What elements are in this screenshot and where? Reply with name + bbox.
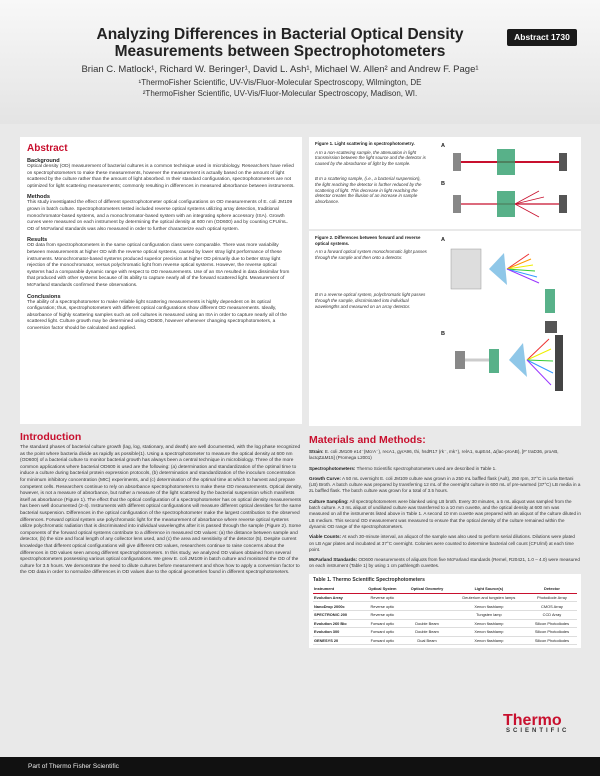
table-cell: Forward optic bbox=[362, 636, 404, 645]
methods-spectrophotometers: Spectrophotometers: Thermo Scientific spectrophotometers used are described in Table 1. bbox=[309, 465, 497, 471]
table-header-cell: Light Source(s) bbox=[451, 585, 527, 594]
table-cell: Tungsten lamp bbox=[451, 610, 527, 619]
figure-1-caption-b: B In a scattering sample, (i.e., a bacterial suspension), the light reaching the detector is further reduced by the scattering of light. This decrease in light reaching the detector creates the illusion of an increase in sample absorbance. bbox=[315, 176, 422, 204]
table-row bbox=[313, 628, 577, 637]
figure-1-title: Figure 1. Light scattering in spectrophotometry. bbox=[315, 141, 415, 146]
figure-2b-diagram bbox=[455, 335, 563, 391]
authors: Brian C. Matlock¹, Richard W. Beringer¹, David L. Ash¹, Michael W. Allen² and Andrew F. Page¹ bbox=[81, 64, 479, 75]
table-row bbox=[313, 602, 577, 611]
table-cell: Evolution Array bbox=[313, 593, 362, 602]
figure-2a-diagram bbox=[451, 249, 557, 333]
methods-culture-sampling: Culture Sampling: All spectrophotometers were blanked using LB broth. Every 30 minutes, a 5 mL aliquot was sampled from the batch culture. A 3 mL aliquot of undiluted culture was transferred to a 10 mm cuvette, and the optical density at 600 nm was measured on all the instruments listed above in Table 1. A second 10 mm cuvette was prepared with an aliquot of the culture diluted in LB medium. This second OD measurement was measured to ensure that the optical density of the culture remained within the dynamic OD range of the spectrophotometers. bbox=[309, 498, 581, 529]
footer-text: Part of Thermo Fisher Scientific bbox=[28, 763, 119, 770]
figure-1-caption-a: A In a non-scattering sample, the attenuation in light transmission between the light source and the detector is caused by the absorbance of light by the sample. bbox=[315, 149, 426, 166]
affiliations bbox=[40, 77, 520, 99]
table-cell: Silicon Photodiodes bbox=[527, 636, 577, 645]
figure-1-label-b: B bbox=[441, 181, 445, 187]
table-header-cell: Instrument bbox=[313, 585, 362, 594]
table-header-row bbox=[313, 585, 577, 594]
table-cell: Forward optic bbox=[362, 619, 404, 628]
figure-1a-diagram bbox=[453, 149, 567, 175]
figure-1b-diagram bbox=[453, 191, 567, 217]
abstract-title: Abstract bbox=[27, 143, 68, 154]
table-cell: Evolution 300 bbox=[313, 628, 362, 637]
figure-1-label-a: A bbox=[441, 143, 445, 149]
table-cell: Double Beam bbox=[403, 619, 451, 628]
table-cell bbox=[403, 602, 451, 611]
table-header-cell: Optical Geometry bbox=[403, 585, 451, 594]
table-row bbox=[313, 636, 577, 645]
table-cell: Reverse optic bbox=[362, 602, 404, 611]
logo-sub-text: SCIENTIFIC bbox=[506, 728, 570, 734]
figure-2-title: Figure 2. Differences between forward and reverse optical systems. bbox=[315, 235, 421, 246]
abstract-box bbox=[20, 137, 302, 424]
table-cell bbox=[403, 593, 451, 602]
table-cell: Forward optic bbox=[362, 628, 404, 637]
table-1-title: Table 1. Thermo Scientific Spectrophotometers bbox=[313, 576, 425, 583]
table-cell: Silicon Photodiodes bbox=[527, 628, 577, 637]
results-text: OD data from spectrophotometers in the same optical configuration class were comparable. There was more variability between measurements at higher OD with the reverse optical systems, caused by lower stray light performance of these instruments. Monochromator-based systems produced superior precision at higher OD primarily due to better stray light rejection of the monochromator, versus polychromatic light from reverse optical systems. However, the reverse optical systems had a comparable dynamic range with respect to OD measurements. Use of an ISA resulted in data dissimilar from that produced with other systems because of its ability to capture nearly all of the forward scattered light. Measurement of McFarland standards confirmed these observations. bbox=[27, 243, 290, 288]
table-cell: Xenon flashlamp bbox=[451, 602, 527, 611]
table-cell: Reverse optic bbox=[362, 610, 404, 619]
methods-heading: Methods bbox=[27, 194, 50, 201]
table-row bbox=[313, 593, 577, 602]
table-cell: Xenon flashlamp bbox=[451, 628, 527, 637]
table-cell: Xenon flashlamp bbox=[451, 619, 527, 628]
table-header-cell: Detector bbox=[527, 585, 577, 594]
methods-title: Materials and Methods: bbox=[309, 434, 426, 446]
figure-2-label-b: B bbox=[441, 331, 445, 337]
table-cell: SPECTRONIC 200 bbox=[313, 610, 362, 619]
table-cell: CCD Array bbox=[527, 610, 577, 619]
figure-1-panel bbox=[309, 137, 581, 229]
table-row bbox=[313, 619, 577, 628]
title-line-1: Analyzing Differences in Bacterial Optical Density bbox=[96, 26, 464, 43]
results-heading: Results bbox=[27, 237, 48, 244]
background-text: Optical density (OD) measurement of bacterial cultures is a common technique used in microbiology. Researchers have relied on spectrophotometers to make these measurements, however the measurement is actually based on the amount of light scattered by the culture rather than the amount of light absorbed. In their standard configuration, spectrophotometers are not optimized for light scattering measurements; commonly resulting in differences in measured absorbance between instruments. bbox=[27, 164, 295, 189]
table-cell: NanoDrop 2000c bbox=[313, 602, 362, 611]
figure-2-panel bbox=[309, 231, 581, 426]
conclusions-text: The ability of a spectrophotometer to make reliable light scattering measurements is highly dependent on its optical configuration; thus, spectrophotometers with different optical configurations show different OD measurements. Ideally, absorbance of highly scattering samples such as cell cultures is measured using an ISA in order to capture nearly all of the scattered light. Culture growth may be determined using OD600, however whenever changing spectrophotometers, a conversion factor should be calculated and applied. bbox=[27, 299, 287, 331]
logo-main-text: Thermo bbox=[503, 712, 562, 729]
table-cell: Evolution 260 Bio bbox=[313, 619, 362, 628]
background-heading: Background bbox=[27, 158, 60, 164]
table-cell: Reverse optic bbox=[362, 593, 404, 602]
conclusions-heading: Conclusions bbox=[27, 293, 61, 300]
figure-2-label-a: A bbox=[441, 237, 445, 243]
table-1-box bbox=[309, 574, 581, 649]
left-column bbox=[20, 137, 302, 727]
right-column bbox=[309, 137, 581, 727]
table-cell: Silicon Photodiodes bbox=[527, 619, 577, 628]
figure-1-diagram bbox=[449, 145, 573, 227]
table-cell bbox=[403, 610, 451, 619]
table-cell: Deuterium and tungsten lamps bbox=[451, 593, 527, 602]
introduction-text: The standard phases of bacterial culture growth (lag, log, stationary, and death) are well documented, with the log phase recognized as the point where bacteria divide as rapidly as possible(1). Using a spectrophotometer to measure the optical density at 600 nm (OD600) of a bacterial culture to monitor bacterial growth has always been a central technique in microbiology. Three of the more common applications where bacterial OD600 is used are the following: (a) determination and standardization of the optimal time to induce a culture during bacterial protein expression protocols, (b) determination and standardization of the inoculum concentration for minimum inhibitory concentration (MIC) experiments, and (c) determination of the optimal time at which to harvest and prepare competent cells. Researchers continue to rely on absorbance spectrophotometers to make these OD measurements. Optical density, however, is not a measure of absorbance, but rather a measure of the light scattered by the bacterial suspension which manifests itself as absorbance (Figure 1). The effect that the optical configuration of a spectrophotometer has on optical density measurements has been well documented (2-4). Instruments with different optical configurations will measure different optical densities for the same bacterial suspension. Differences in the optical configuration of the spectrophotometer make the largest contribution to the observed differences. Forward optical system use polychromatic light for the measurement of absorbance where reverse optical systems utilize polychromatic radiation that is discriminated into individual wavelengths after it is passed through the sample (Figure 2). Some components of the forward optical systems contribute to a difference in measured OD values: (a) the distance between sample and detector, (b) the size and focal length of any collector lens used, and (c) the area and sensitivity of the detector (5). Despite current knowledge that different optical configurations will give different OD values, researchers continue to raise concerns about the differences in OD values seen among different spectrophotometers. In this study, we analyzed OD values obtained from several spectrophotometers possessing various optical configurations. We grew E. coli JM109 in batch culture and monitored the OD of the culture for 3.5 hours. We demonstrate the need to dilute cultures before measurement and show how to apply a conversion factor to the OD data in order to normalize differences in OD values due to the optical geometries found in different spectrophotometers. bbox=[20, 445, 302, 576]
methods-strain: Strain: E. coli JM109 e14⁻(McrA⁻), recA1, gyrA96, thi, hsdR17 (rk⁻, mk⁺), relA1, supE44, Δ(lac-proAB), [F' traD36, proAB, lacIqZΔM15] (Promega L2001) bbox=[309, 449, 559, 461]
methods-text: This study investigated the effect of different spectrophotometer optical configurations on OD measurements of E. coli JM109 grown in batch culture. Spectrophotometers tested included reverse optical systems utilizing array detection, traditional monochromator-based systems, and a monochromator-based system with an integrating sphere accessory (ISA). Growth curves were measured on each instrument by determining the optical density at 600 nm (OD600) and by counting CFU/mL. OD of McFarland standards was also measured in order to further characterize each optical system. bbox=[27, 200, 293, 232]
thermo-scientific-logo bbox=[503, 713, 583, 753]
table-1 bbox=[313, 585, 577, 646]
table-body bbox=[313, 593, 577, 645]
table-cell: CMOS Array bbox=[527, 602, 577, 611]
affiliation-2: ²ThermoFisher Scientific, UV-Vis/Fluor-Molecular Spectroscopy, Madison, WI. bbox=[142, 89, 418, 98]
table-cell: Double Beam bbox=[403, 628, 451, 637]
abstract-number-badge: Abstract 1730 bbox=[507, 29, 577, 46]
poster-header bbox=[0, 0, 600, 124]
table-header-cell: Optical System bbox=[362, 585, 404, 594]
table-cell: GENESYS 20 bbox=[313, 636, 362, 645]
figure-2-caption-a: A In a forward optical system monochromatic light passes through the sample and then onto a detector. bbox=[315, 249, 427, 260]
poster-title bbox=[60, 26, 500, 60]
methods-viable-counts: Viable Counts: At each 30-minute interval, an aliquot of the sample was also used to perform serial dilutions. Dilutions were plated on LB Agar plates and incubated at 37°C overnight. Colonies were counted to determine bacterial cell count (CFU/ml) at each time point. bbox=[309, 534, 575, 552]
title-line-2: Measurements between Spectrophotometers bbox=[114, 43, 446, 60]
table-cell: Dual Beam bbox=[403, 636, 451, 645]
figure-2-diagram bbox=[449, 239, 575, 423]
table-row bbox=[313, 610, 577, 619]
methods-mcfarland: McFarland Standards: OD600 measurements of aliquots from five McFarland standards (Remel, R20421, 1.0 – 4.0) were measured on each instrument (Table 1) by using 1 cm pathlength cuvettes. bbox=[309, 557, 580, 569]
figure-2-caption-b: B In a reverse optical system, polychromatic light passes through the sample, discriminated into individual wavelengths and measured on an array detector. bbox=[315, 292, 426, 309]
introduction-title: Introduction bbox=[20, 431, 82, 443]
affiliation-1: ¹ThermoFisher Scientific, UV-Vis/Fluor-Molecular Spectroscopy, Wilmington, DE bbox=[138, 78, 422, 87]
methods-growth-curve: Growth Curve: A 50 mL overnight E. coli JM109 culture was grown in a 250 mL baffled flask (Ault), 250 rpm, 37°C in Luria Bertani (LB) Broth. A batch culture was prepared by transferring 12 mL of the overnight culture in 600 mL of pre-warmed (37°C) LB media in a 2L baffled flask. The batch culture was grown for a total of 3.5 hours. bbox=[309, 475, 581, 494]
table-cell: Xenon flashlamp bbox=[451, 636, 527, 645]
table-cell: Photodiode Array bbox=[527, 593, 577, 602]
